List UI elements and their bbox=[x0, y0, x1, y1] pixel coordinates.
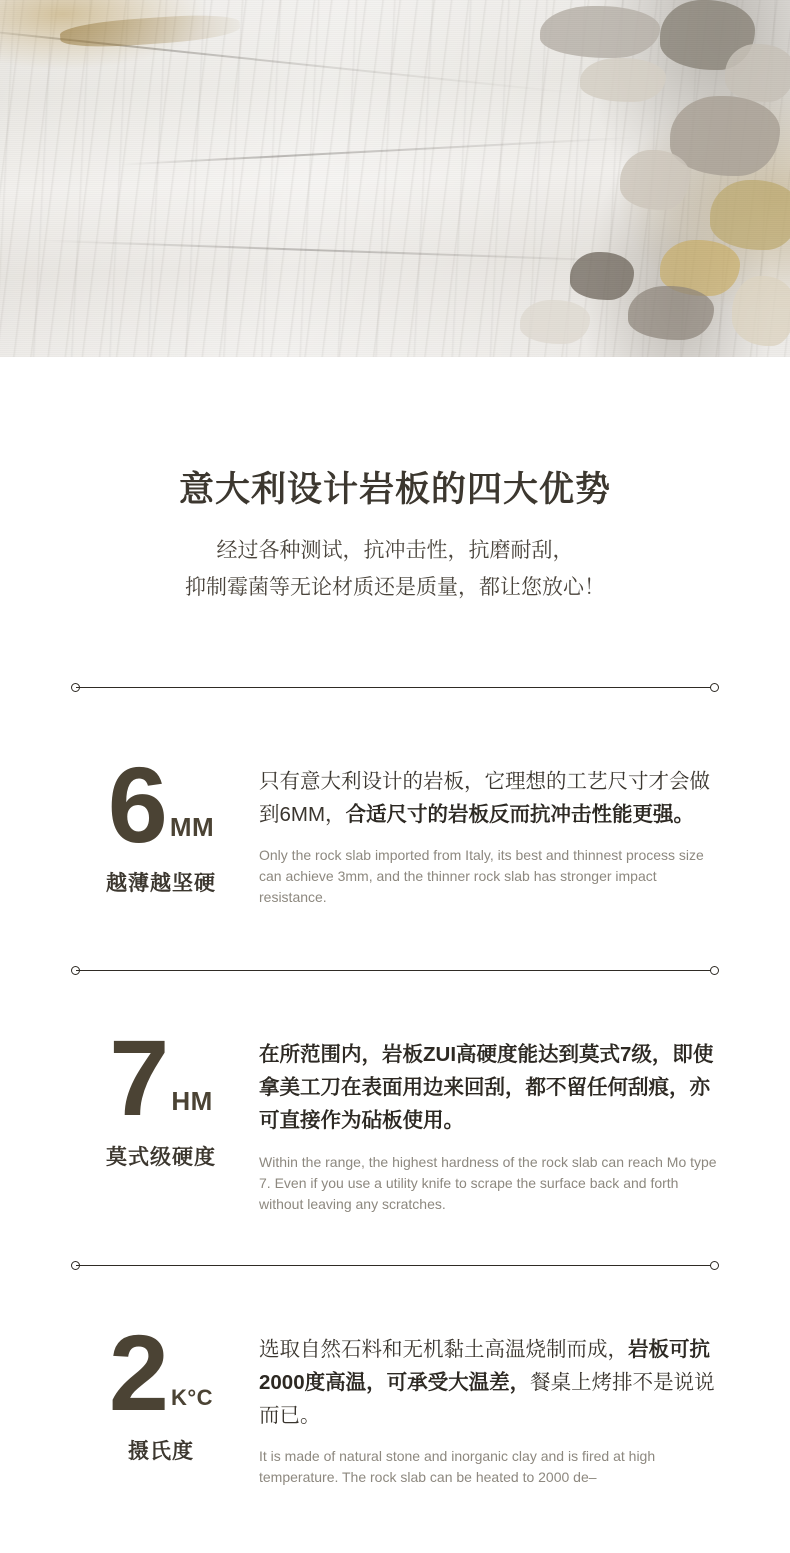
divider-bar bbox=[76, 1265, 714, 1266]
feature-cn-strong: 合适尺寸的岩板反而抗冲击性能更强。 bbox=[345, 802, 695, 826]
section-divider bbox=[71, 1261, 719, 1271]
feature-text-column bbox=[251, 751, 719, 908]
marble-breccia-cluster bbox=[510, 0, 790, 357]
divider-dot-right bbox=[710, 1261, 719, 1270]
marble-chip bbox=[520, 300, 590, 344]
marble-chip bbox=[570, 252, 634, 300]
divider-bar bbox=[76, 970, 714, 971]
feature-number-column bbox=[71, 743, 251, 898]
feature-cn-normal: 只有意大利设计的岩板，它理想的工艺尺寸才会做到6MM， bbox=[259, 769, 710, 826]
feature-cn-strong: 在所范围内，岩板ZUI高硬度能达到莫式7级，即使拿美工刀在表面用边来回刮，都不留任何刮痕，亦可直接作为砧板使用。 bbox=[259, 1042, 714, 1133]
feature-unit: HM bbox=[171, 1085, 213, 1116]
section-heading bbox=[0, 357, 790, 607]
feature-label: 莫式级硬度 bbox=[106, 1145, 216, 1169]
feature-number: 2 bbox=[108, 1311, 167, 1433]
feature-item bbox=[71, 743, 719, 908]
feature-number: 6 bbox=[107, 743, 166, 865]
section-divider bbox=[71, 966, 719, 976]
hero-marble-image bbox=[0, 0, 790, 357]
divider-bar bbox=[76, 687, 714, 688]
feature-unit: MM bbox=[169, 812, 215, 843]
feature-label: 摄氏度 bbox=[128, 1440, 194, 1464]
feature-item bbox=[71, 1016, 719, 1215]
feature-label: 越薄越坚硬 bbox=[106, 872, 216, 896]
marble-chip bbox=[732, 276, 790, 346]
feature-cn-text bbox=[259, 1333, 719, 1433]
feature-en-text: Within the range, the highest hardness of the rock slab can reach Mo type 7. Even if you use a utility knife to scrape the surface back and forth without leaving any scratches. bbox=[259, 1153, 717, 1212]
feature-unit: K°C bbox=[171, 1385, 214, 1411]
feature-text-column bbox=[251, 1319, 719, 1489]
feature-cn-text bbox=[259, 765, 719, 831]
feature-en-text: Only the rock slab imported from Italy, its best and thinnest process size can achieve 3mm, and the thinner rock slab has stronger impact resistance. bbox=[259, 846, 704, 905]
marble-chip bbox=[580, 58, 666, 102]
subtitle-line-2: 抑制霉菌等无论材质还是质量，都让您放心！ bbox=[185, 575, 605, 599]
divider-dot-right bbox=[710, 683, 719, 692]
section-divider bbox=[71, 683, 719, 693]
feature-cn-text bbox=[259, 1038, 719, 1138]
marble-chip bbox=[725, 44, 790, 102]
feature-cn-normal: 选取自然石料和无机黏土高温烧制而成， bbox=[259, 1337, 628, 1361]
feature-number-column bbox=[71, 1311, 251, 1466]
feature-cn-strong: 岩板可抗2000度高温，可承受大温差， bbox=[259, 1337, 710, 1394]
feature-number-line bbox=[71, 743, 251, 865]
subtitle-line-1: 经过各种测试，抗冲击性，抗磨耐刮， bbox=[216, 539, 574, 562]
marble-chip bbox=[620, 150, 690, 210]
feature-number-column bbox=[71, 1016, 251, 1171]
feature-text-column bbox=[251, 1024, 719, 1215]
marble-chip bbox=[710, 180, 790, 250]
page-title: 意大利设计岩板的四大优势 bbox=[178, 470, 611, 509]
marble-chip bbox=[540, 6, 660, 58]
feature-number: 7 bbox=[109, 1016, 168, 1138]
feature-item bbox=[71, 1311, 719, 1489]
divider-dot-right bbox=[710, 966, 719, 975]
feature-en-text: It is made of natural stone and inorganic clay and is fired at high temperature. The rock slab can be heated to 2000 de– bbox=[259, 1448, 656, 1486]
feature-cn-normal-2: 餐桌上烤排不是说说而已。 bbox=[259, 1370, 715, 1427]
feature-number-line bbox=[71, 1311, 251, 1433]
feature-number-line bbox=[71, 1016, 251, 1138]
marble-chip bbox=[628, 286, 714, 340]
